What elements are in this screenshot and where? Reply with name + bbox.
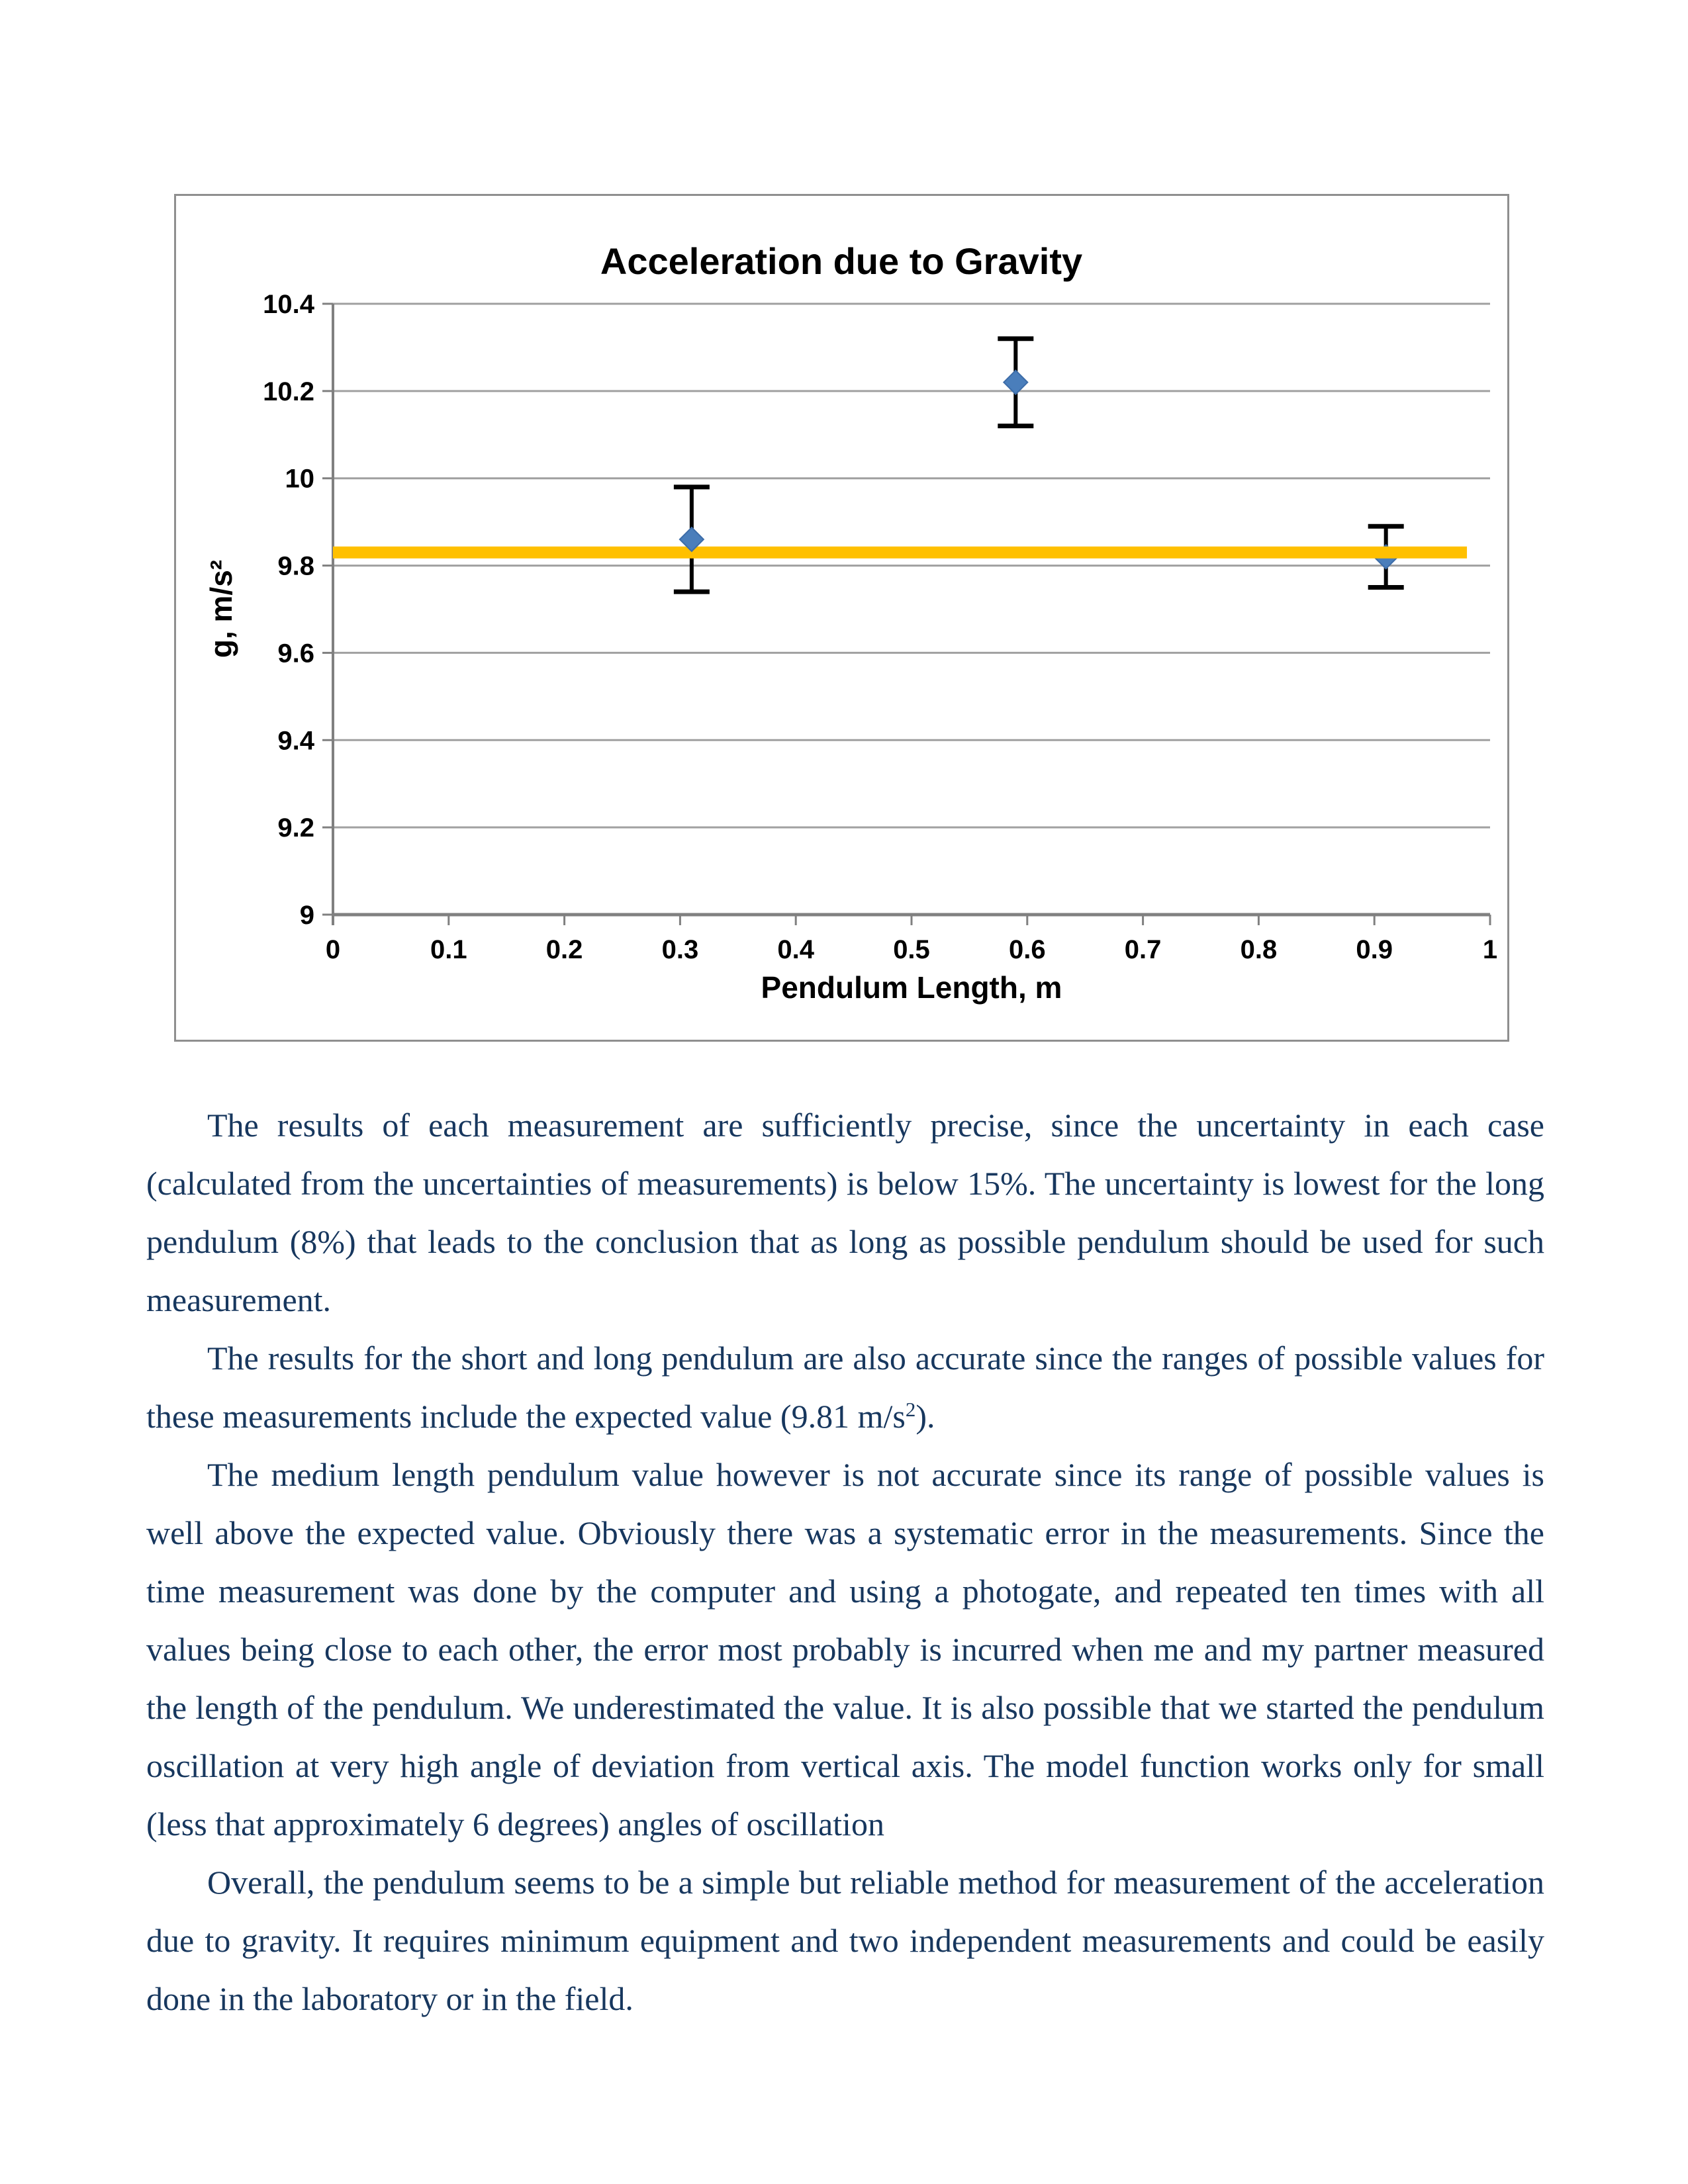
x-tick-label: 0 <box>325 935 341 964</box>
y-tick-label: 9.4 <box>277 726 314 756</box>
superscript-text: 2 <box>905 1397 916 1421</box>
x-tick-label: 0.5 <box>893 935 930 964</box>
x-axis-title: Pendulum Length, m <box>761 970 1062 1005</box>
report-paragraph <box>146 1853 1544 2028</box>
y-tick-label: 9.2 <box>277 813 314 843</box>
y-tick-label: 10.2 <box>263 377 314 406</box>
paragraph-text: Overall, the pendulum seems to be a simple but reliable method for measurement of the acceleration due to gravity. It requires minimum equipment and two independent measurements and could be easily done in the laboratory or in the field. <box>146 1864 1544 2017</box>
y-tick-label: 10.4 <box>263 290 314 319</box>
report-text <box>146 1096 1544 2028</box>
y-tick-label: 9 <box>299 901 314 930</box>
paragraph-text: ). <box>915 1398 935 1435</box>
x-tick-label: 0.7 <box>1124 935 1162 964</box>
chart-figure <box>174 194 1509 1042</box>
report-paragraph <box>146 1096 1544 1329</box>
x-tick-label: 0.1 <box>430 935 467 964</box>
x-tick-label: 0.4 <box>777 935 815 964</box>
x-tick-label: 1 <box>1482 935 1498 964</box>
x-tick-label: 0.3 <box>661 935 699 964</box>
x-tick-label: 0.8 <box>1240 935 1278 964</box>
chart-plot-area <box>263 290 1497 964</box>
report-paragraph <box>146 1445 1544 1853</box>
paragraph-text: The medium length pendulum value however is not accurate since its range of possible values is well above the expected value. Obviously there was a systematic error in the measurements. Since the time measurement was done by the computer and using a photogate, and repeated ten times with all values being close to each other, the error most probably is incurred when me and my partner measured the length of the pendulum. We underestimated the value. It is also possible that we started the pendulum oscillation at very high angle of deviation from vertical axis. The model function works only for small (less that approximately 6 degrees) angles of oscillation <box>146 1456 1544 1843</box>
y-axis-title: g, m/s² <box>204 559 238 659</box>
x-tick-label: 0.9 <box>1356 935 1393 964</box>
report-paragraph <box>146 1329 1544 1445</box>
paragraph-text: The results of each measurement are sufficiently precise, since the uncertainty in each case (calculated from the uncertainties of measurements) is below 15%. The uncertainty is lowest for the long pendulum (8%) that leads to the conclusion that as long as possible pendulum should be used for such measurement. <box>146 1107 1544 1318</box>
y-tick-label: 10 <box>285 464 314 494</box>
x-tick-label: 0.2 <box>545 935 583 964</box>
x-tick-label: 0.6 <box>1008 935 1046 964</box>
paragraph-text: The results for the short and long pendulum are also accurate since the ranges of possible values for these measurements include the expected value (9.81 m/s <box>146 1340 1544 1435</box>
y-tick-label: 9.6 <box>277 639 314 668</box>
acceleration-chart <box>176 196 1507 1040</box>
chart-title: Acceleration due to Gravity <box>600 240 1083 282</box>
y-tick-label: 9.8 <box>277 551 314 581</box>
